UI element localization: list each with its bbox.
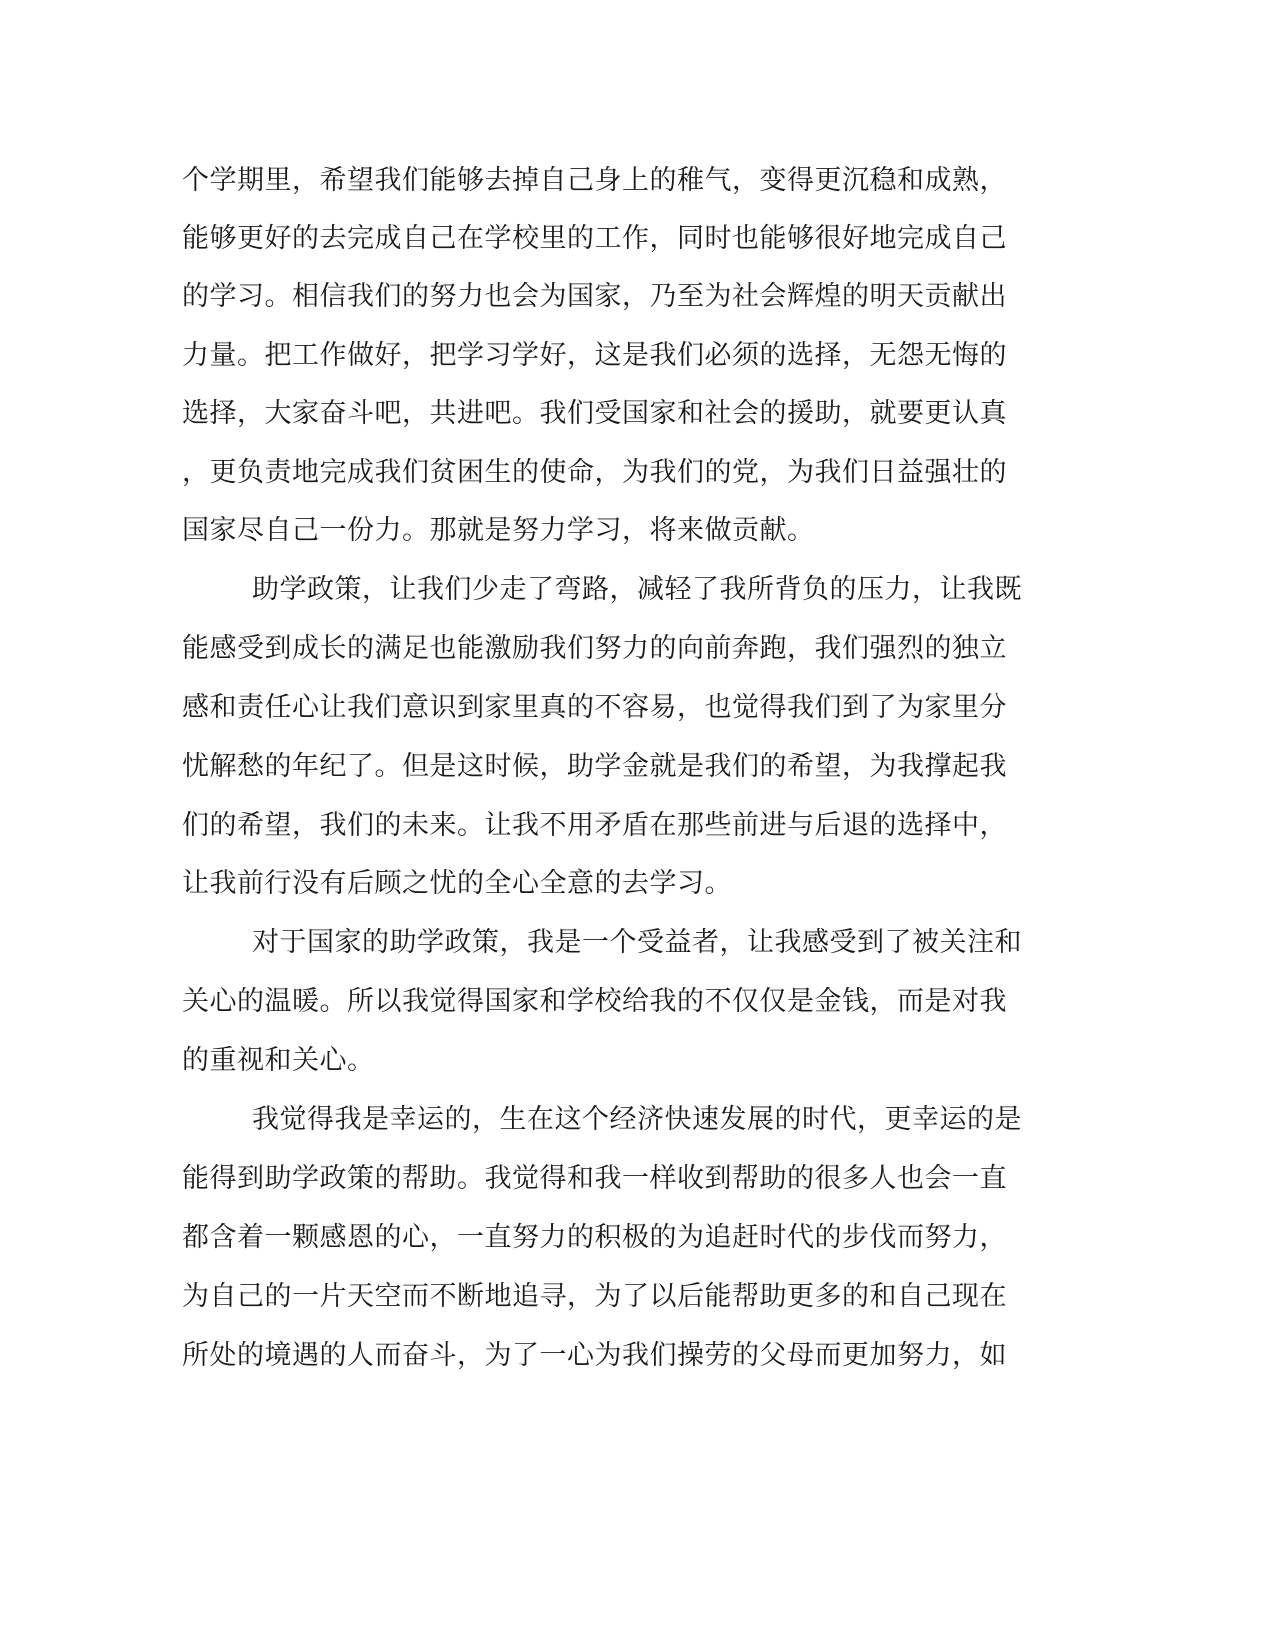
text-line: 为自己的一片天空而不断地追寻，为了以后能帮助更多的和自己现在 — [182, 1281, 1007, 1312]
text-line: 所处的境遇的人而奋斗，为了一心为我们操劳的父母而更加努力，如 — [182, 1340, 1007, 1371]
text-line: 选择，大家奋斗吧，共进吧。我们受国家和社会的援助，就要更认真 — [182, 398, 1007, 429]
text-line: 感和责任心让我们意识到家里真的不容易，也觉得我们到了为家里分 — [182, 692, 1007, 723]
text-line: 能够更好的去完成自己在学校里的工作，同时也能够很好地完成自己 — [182, 223, 1007, 254]
text-line: 的学习。相信我们的努力也会为国家，乃至为社会辉煌的明天贡献出 — [182, 281, 1007, 312]
text-line: 能得到助学政策的帮助。我觉得和我一样收到帮助的很多人也会一直 — [182, 1163, 1007, 1194]
paragraph-first-line: 助学政策，让我们少走了弯路，减轻了我所背负的压力，让我既 — [252, 574, 1022, 605]
text-line: 关心的温暖。所以我觉得国家和学校给我的不仅仅是金钱，而是对我 — [182, 986, 1007, 1017]
text-line: 让我前行没有后顾之忧的全心全意的去学习。 — [182, 868, 732, 899]
text-line: 们的希望，我们的未来。让我不用矛盾在那些前进与后退的选择中， — [182, 810, 1007, 841]
text-line: 力量。把工作做好，把学习学好，这是我们必须的选择，无怨无悔的 — [182, 340, 1007, 371]
text-line: ，更负责地完成我们贫困生的使命，为我们的党，为我们日益强壮的 — [182, 457, 1007, 488]
text-line: 能感受到成长的满足也能激励我们努力的向前奔跑，我们强烈的独立 — [182, 633, 1007, 664]
paragraph-first-line: 对于国家的助学政策，我是一个受益者，让我感受到了被关注和 — [252, 927, 1022, 958]
paragraph-first-line: 我觉得我是幸运的，生在这个经济快速发展的时代，更幸运的是 — [252, 1104, 1022, 1135]
text-line: 国家尽自己一份力。那就是努力学习，将来做贡献。 — [182, 515, 815, 546]
text-line: 忧解愁的年纪了。但是这时候，助学金就是我们的希望，为我撑起我 — [182, 751, 1007, 782]
text-line: 个学期里，希望我们能够去掉自己身上的稚气，变得更沉稳和成熟， — [182, 165, 1007, 196]
text-line: 都含着一颗感恩的心，一直努力的积极的为追赶时代的步伐而努力， — [182, 1222, 1007, 1253]
text-line: 的重视和关心。 — [182, 1045, 375, 1076]
